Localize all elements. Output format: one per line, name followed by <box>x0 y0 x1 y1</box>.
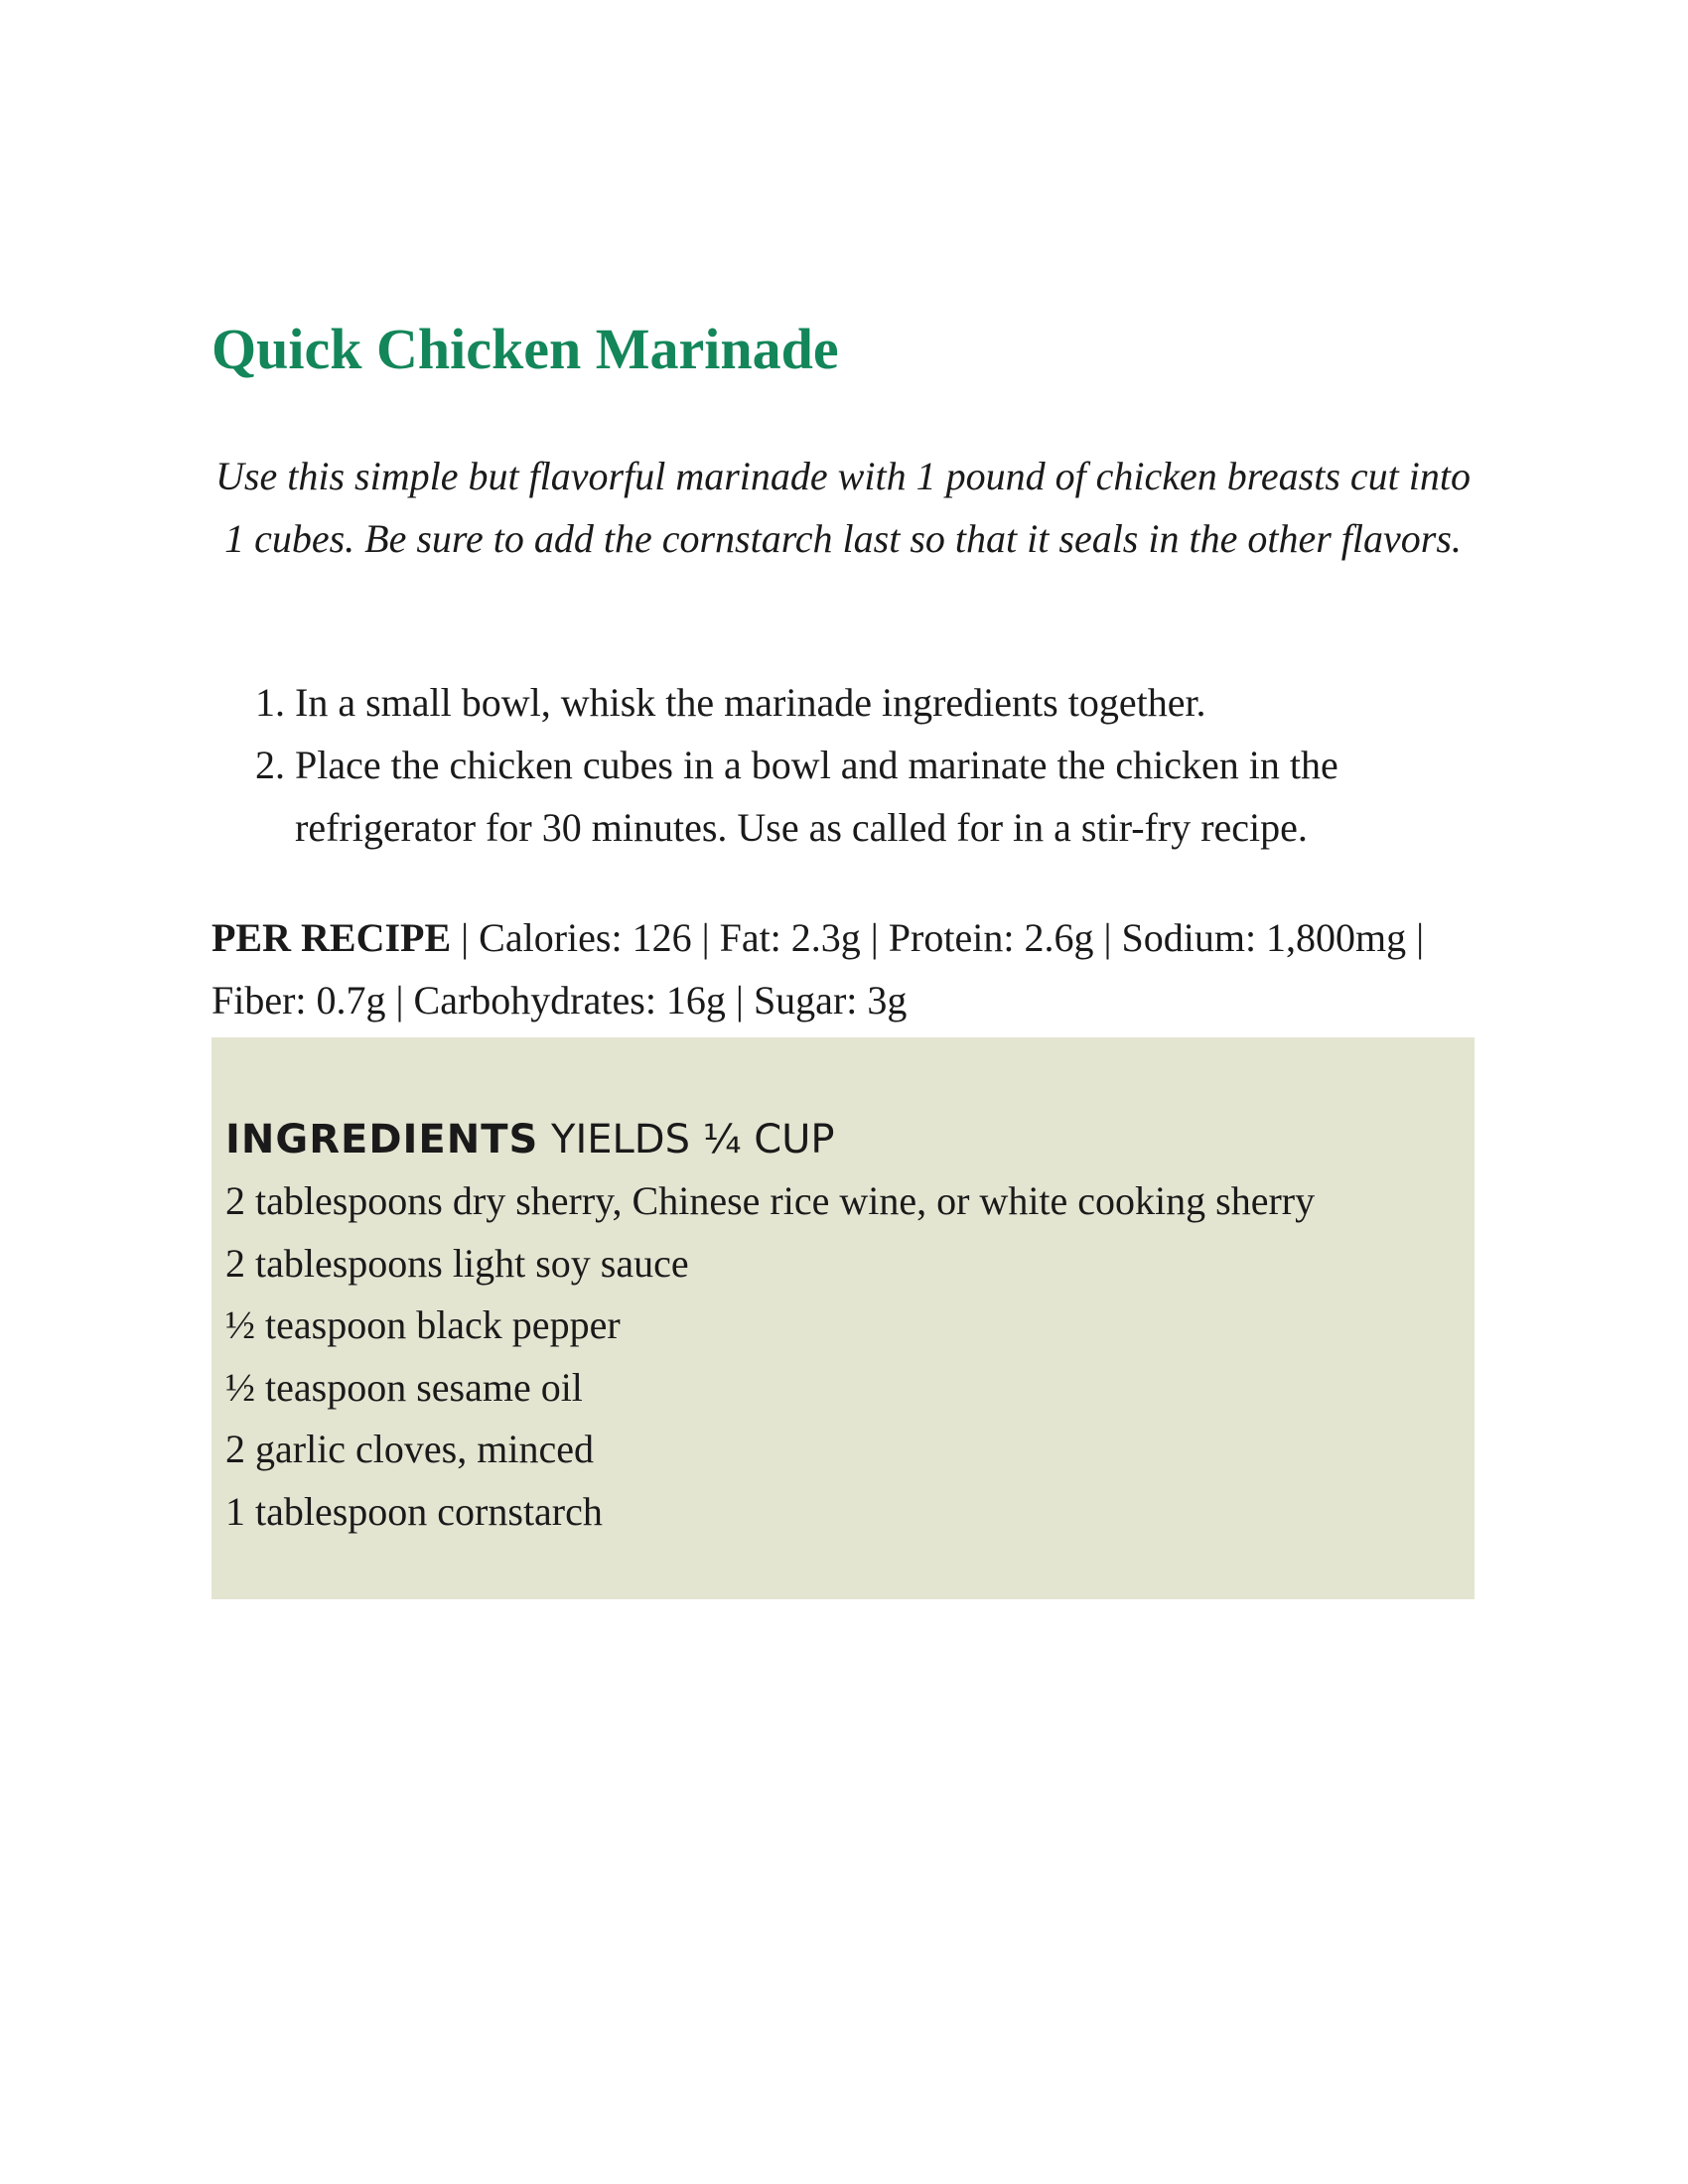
nutrition-facts <box>211 906 1475 1031</box>
recipe-step: 2. Place the chicken cubes in a bowl and marinate the chicken in the refrigerator for 30 minutes. Use as called for in a stir-fry recipe. <box>295 734 1475 859</box>
recipe-steps <box>211 671 1475 859</box>
nutrition-label: PER RECIPE <box>211 915 452 960</box>
ingredient-item: 2 tablespoons dry sherry, Chinese rice wine, or white cooking sherry <box>225 1178 1316 1223</box>
ingredients-panel <box>211 1037 1475 1599</box>
ingredients-list <box>225 1170 1461 1543</box>
nutrition-details: | Calories: 126 | Fat: 2.3g | Protein: 2.6g | Sodium: 1,800mg | Fiber: 0.7g | Carbohydrates: 16g | Sugar: 3g <box>211 915 1425 1023</box>
recipe-step: 1. In a small bowl, whisk the marinade ingredients together. <box>295 671 1475 734</box>
recipe-title: Quick Chicken Marinade <box>211 317 839 381</box>
ingredient-item: 2 garlic cloves, minced <box>225 1427 594 1471</box>
ingredient-item: ½ teaspoon black pepper <box>225 1302 621 1347</box>
recipe-intro: Use this simple but flavorful marinade with 1 pound of chicken breasts cut into 1 cubes. Be sure to add the cornstarch last so that it seals in the other flavors. <box>215 454 1471 561</box>
ingredient-item: ½ teaspoon sesame oil <box>225 1364 583 1410</box>
ingredients-heading <box>225 1109 1461 1170</box>
ingredient-item: 2 tablespoons light soy sauce <box>225 1240 689 1286</box>
ingredients-label: INGREDIENTS <box>225 1117 539 1162</box>
ingredients-yield: YIELDS ¼ CUP <box>538 1117 835 1162</box>
ingredient-item: 1 tablespoon cornstarch <box>225 1488 603 1534</box>
